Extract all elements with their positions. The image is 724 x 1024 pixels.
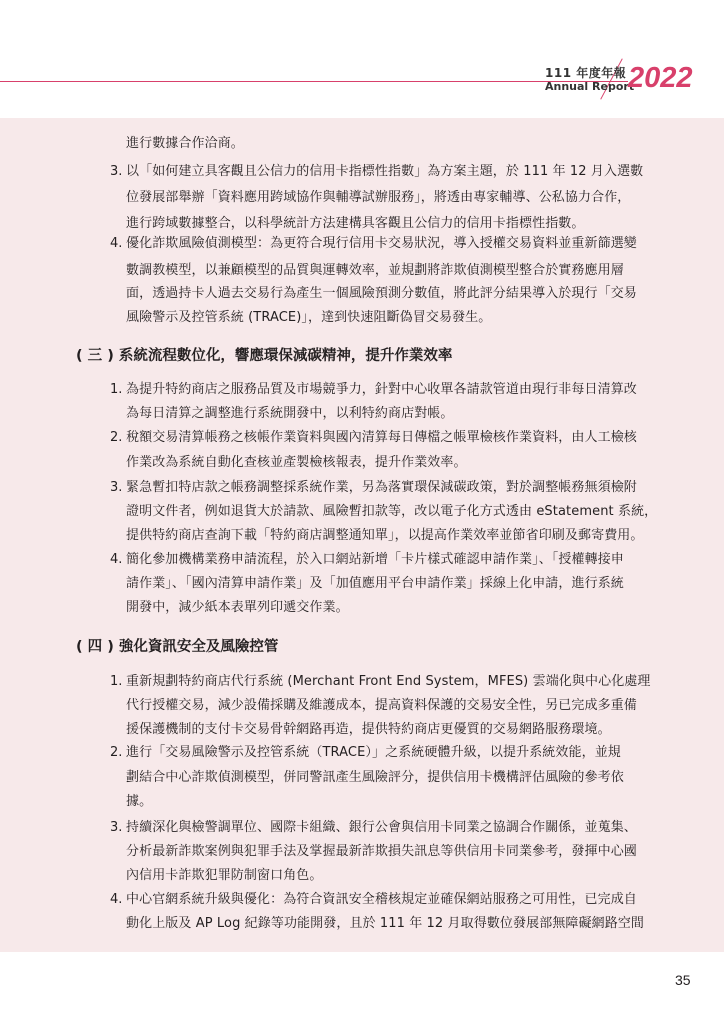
text-line: 持續深化與檢警調單位、國際卡組織、銀行公會與信用卡同業之協調合作關係，並蒐集、 [126, 820, 637, 835]
item-number: 2. [110, 745, 123, 760]
section-heading: ( 四 ) 強化資訊安全及風險控管 [76, 639, 279, 655]
text-line: 優化詐欺風險偵測模型：為更符合現行信用卡交易狀況，導入授權交易資料並重新篩選變 [126, 236, 637, 251]
item-number: 3. [110, 164, 123, 179]
report-title-en: Annual Report [545, 80, 635, 93]
header-rule [0, 81, 628, 82]
text-line: 進行跨域數據整合，以科學統計方法建構具客觀且公信力的信用卡指標性指數。 [126, 216, 585, 231]
item-number: 3. [110, 480, 123, 495]
item-number: 2. [110, 430, 123, 445]
text-line: 數調教模型，以兼顧模型的品質與運轉效率，並規劃將詐欺偵測模型整合於實務應用層 [126, 263, 624, 278]
page-header [0, 0, 724, 118]
item-number: 3. [110, 820, 123, 835]
text-line: 開發中，減少紙本表單列印遞交作業。 [126, 600, 349, 615]
text-line: 證明文件者，例如退貨大於請款、風險暫扣款等，改以電子化方式透由 eStatement 系統， [126, 504, 658, 519]
report-title-zh: 111 年度年報 [545, 66, 627, 80]
text-line: 中心官網系統升級與優化：為符合資訊安全稽核規定並確保網站服務之可用性，已完成自 [126, 892, 637, 907]
text-line: 位發展部舉辦「資料應用跨域協作與輔導試辦服務」，將透由專家輔導、公私協力合作， [126, 190, 631, 205]
section-heading: ( 三 ) 系統流程數位化，響應環保減碳精神，提升作業效率 [76, 348, 453, 364]
text-line: 作業改為系統自動化查核並產製檢核報表，提升作業效率。 [126, 455, 467, 470]
text-line: 重新規劃特約商店代行系統 (Merchant Front End System，MFES) 雲端化與中心化處理 [126, 674, 651, 689]
item-number: 4. [110, 236, 123, 251]
item-number: 4. [110, 552, 123, 567]
text-line: 面，透過持卡人過去交易行為產生一個風險預測分數值，將此評分結果導入於現行「交易 [126, 286, 637, 301]
text-line: 為提升特約商店之服務品質及市場競爭力，針對中心收單各請款管道由現行非每日清算改 [126, 382, 637, 397]
text-line: 代行授權交易，減少設備採購及維護成本，提高資料保護的交易安全性，另已完成多重備 [126, 698, 637, 713]
text-line: 劃結合中心詐欺偵測模型，併同警訊產生風險評分，提供信用卡機構評估風險的參考依 [126, 770, 624, 785]
text-line: 進行「交易風險警示及控管系統（TRACE）」之系統硬體升級，以提升系統效能，並規 [126, 745, 621, 760]
item-number: 1. [110, 382, 123, 397]
text-line: 進行數據合作洽商。 [126, 136, 244, 151]
text-line: 內信用卡詐欺犯罪防制窗口角色。 [126, 868, 323, 883]
text-line: 請作業」、「國內清算申請作業」及「加值應用平台申請作業」採線上化申請，進行系統 [126, 576, 624, 591]
page-number: 35 [675, 972, 691, 988]
text-line: 動化上版及 AP Log 紀錄等功能開發，且於 111 年 12 月取得數位發展部無障礙網路空間 [126, 916, 645, 931]
text-line: 分析最新詐欺案例與犯罪手法及掌握最新詐欺損失訊息等供信用卡同業參考，發揮中心國 [126, 844, 637, 859]
body-panel [0, 118, 724, 952]
text-line: 為每日清算之調整進行系統開發中，以利特約商店對帳。 [126, 406, 454, 421]
text-line: 援保護機制的支付卡交易骨幹網路再造，提供特約商店更優質的交易網路服務環境。 [126, 722, 611, 737]
text-line: 風險警示及控管系統 (TRACE)」，達到快速阻斷偽冒交易發生。 [126, 310, 492, 325]
text-line: 簡化參加機構業務申請流程，於入口網站新增「卡片樣式確認申請作業」、「授權轉接申 [126, 552, 624, 567]
text-line: 提供特約商店查詢下載「特約商店調整通知單」，以提高作業效率並節省印刷及郵寄費用。 [126, 528, 644, 543]
text-line: 據。 [126, 794, 153, 809]
report-year: 2022 [628, 62, 693, 94]
item-number: 1. [110, 674, 123, 689]
text-line: 稅額交易清算帳務之核帳作業資料與國內清算每日傳檔之帳單檢核作業資料，由人工檢核 [126, 430, 637, 445]
item-number: 4. [110, 892, 123, 907]
text-line: 緊急暫扣特店款之帳務調整採系統作業，另為落實環保減碳政策，對於調整帳務無須檢附 [126, 480, 637, 495]
text-line: 以「如何建立具客觀且公信力的信用卡指標性指數」為方案主題，於 111 年 12 月入選數 [126, 164, 644, 179]
